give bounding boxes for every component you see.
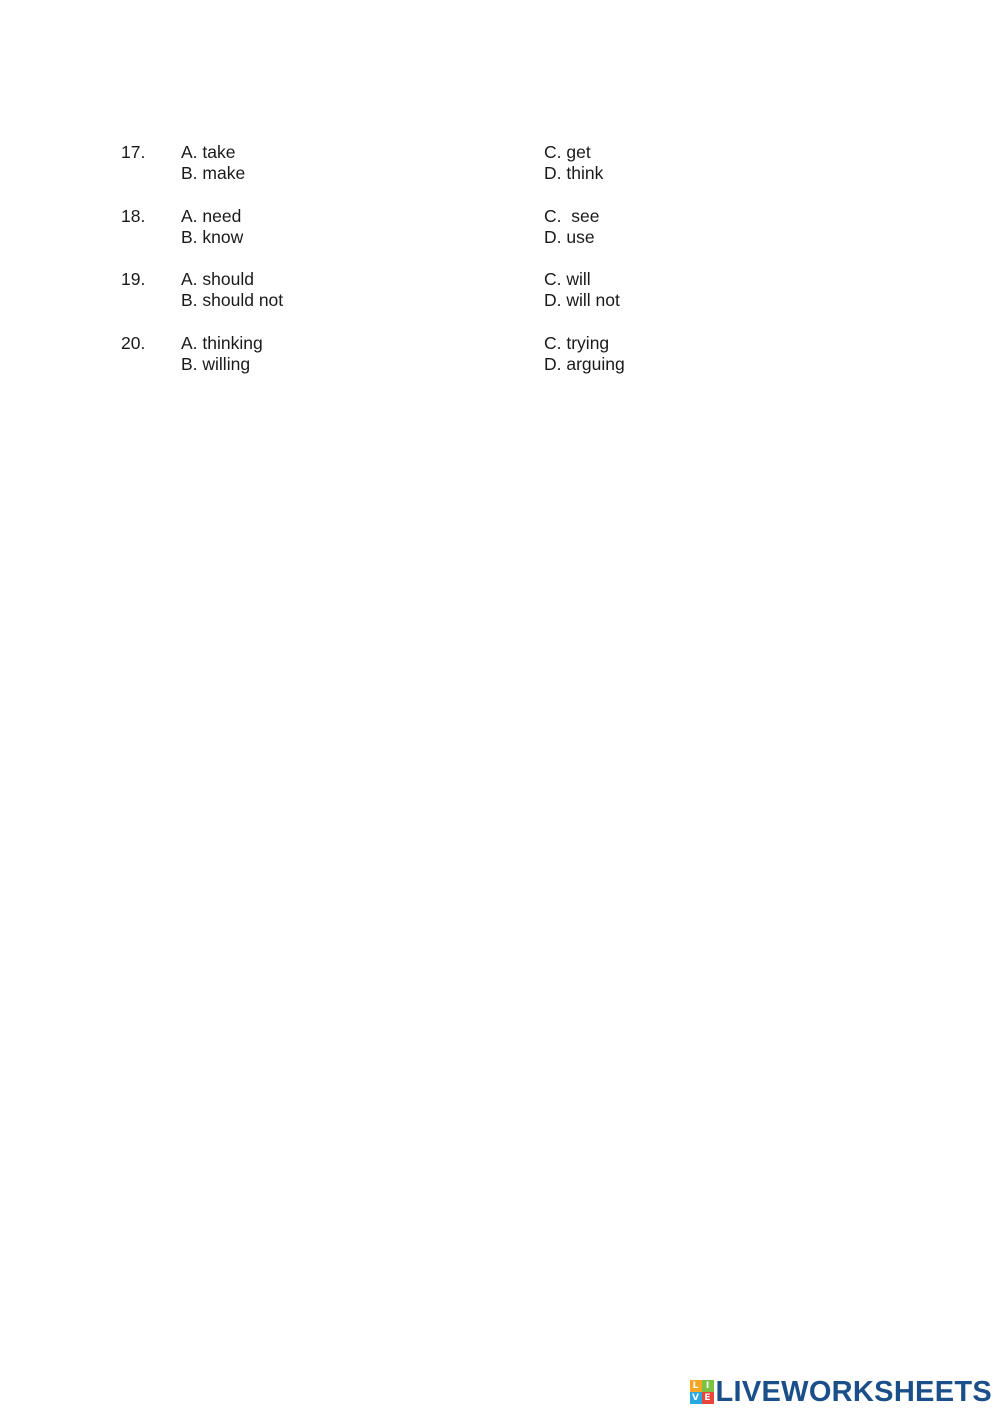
option-a: A. should (181, 269, 254, 289)
logo-icon-cell: V (690, 1392, 702, 1404)
question-20 (0, 333, 1000, 375)
option-c: C. get (544, 142, 591, 162)
option-b: B. willing (181, 353, 251, 374)
option-b: B. should not (181, 290, 284, 310)
option-c: C. will (544, 269, 591, 289)
question-number: 17. (121, 142, 146, 162)
logo-text: LIVEWORKSHEETS (715, 1376, 992, 1408)
logo-icon-cell: I (702, 1380, 714, 1392)
option-c: C. trying (544, 332, 610, 353)
question-list (0, 142, 1000, 396)
option-c: C. see (544, 205, 600, 226)
option-b: B. know (181, 226, 244, 247)
logo-icon-cell: L (690, 1380, 702, 1392)
question-number: 19. (121, 269, 146, 289)
option-d: D. think (544, 163, 604, 183)
question-number: 20. (121, 332, 146, 353)
option-b: B. make (181, 163, 246, 183)
option-d: D. will not (544, 290, 620, 310)
option-d: D. arguing (544, 353, 625, 374)
question-19 (0, 269, 1000, 311)
liveworksheets-logo-icon (690, 1380, 714, 1404)
option-a: A. take (181, 142, 236, 162)
liveworksheets-logo (690, 1377, 993, 1407)
question-number: 18. (121, 205, 146, 226)
option-a: A. thinking (181, 332, 263, 353)
option-d: D. use (544, 226, 595, 247)
option-a: A. need (181, 205, 242, 226)
logo-icon-cell: E (702, 1392, 714, 1404)
question-17 (0, 142, 1000, 184)
question-18 (0, 206, 1000, 248)
